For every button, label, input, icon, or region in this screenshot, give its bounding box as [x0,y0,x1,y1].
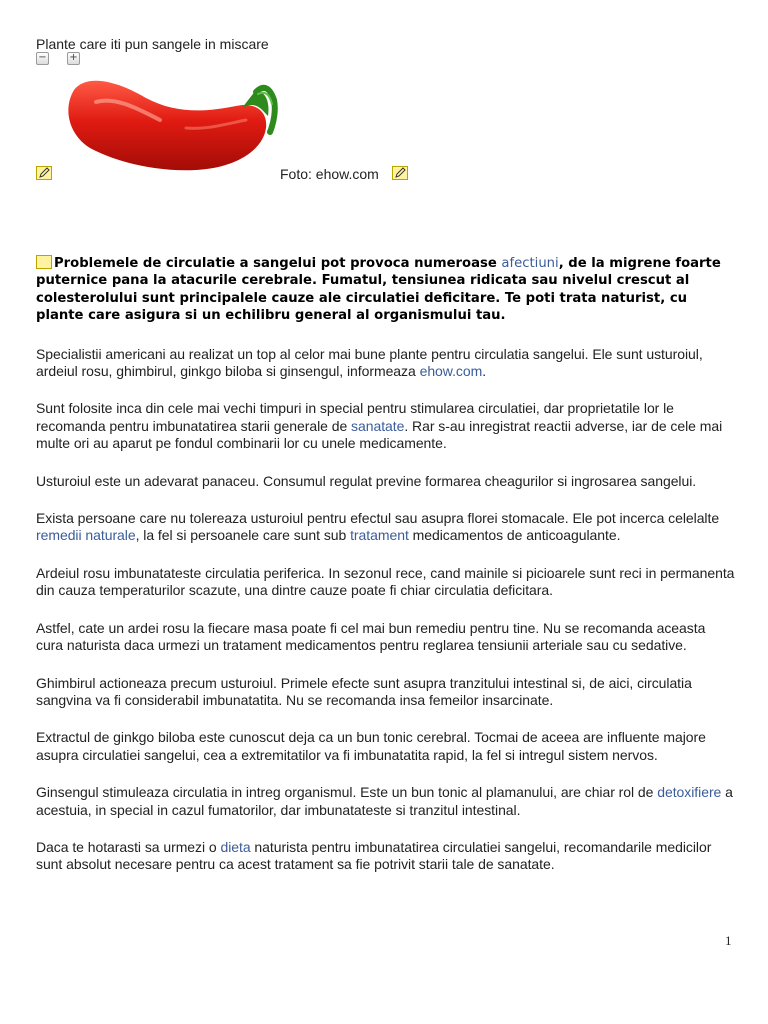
article-body [36,255,736,894]
paragraph-text: Daca te hotarasti sa urmezi o [36,838,221,855]
lead-text-1: Problemele de circulatie a sangelui pot provoca numeroase [54,256,502,271]
paragraph [36,839,736,874]
paragraph [36,400,736,452]
paragraph-text: Ginsengul stimuleaza circulatia in intreg organismul. Este un bun tonic al plamanului, are chiar rol de [36,784,658,801]
paragraph-text: Exista persoane care nu tolereaza usturoiul pentru efectul sau asupra florei stomacale. Ele pot incerca celelalte [36,510,720,527]
paragraph [36,784,736,819]
page-number: 1 [725,933,732,948]
link-dieta[interactable]: dieta [220,838,251,855]
edit-icon[interactable] [36,255,52,269]
photo-caption: Foto: ehow.com [280,166,379,182]
link-ehow[interactable]: ehow.com [419,363,483,380]
paragraph [36,675,736,710]
lead-paragraph [36,255,736,325]
paragraph-text: , la fel si persoanele care sunt sub [135,527,351,544]
paragraph-text: Ardeiul rosu imbunatateste circulatia periferica. In sezonul rece, cand mainile si picioarele sunt reci in permanenta din cauza temperaturilor scazute, una dintre cauze poate fi chiar circulatia deficitara. [36,564,735,599]
paragraph-text: . [482,363,487,380]
paragraph-text: Ghimbirul actioneaza precum usturoiul. Primele efecte sunt asupra tranzitului intestinal si, de aici, circulatia sangvina va fi considerabil imbunatatita. Nu se recomanda insa femeilor insarcinate. [36,674,692,708]
paragraph [36,473,736,490]
paragraph-text: Usturoiul este un adevarat panaceu. Consumul regulat previne formarea cheagurilor si ingrosarea sangelui. [36,472,697,489]
link-tratament[interactable]: tratament [350,527,409,544]
lead-text-2: , de la migrene foarte puternice pana la atacurile cerebrale. Fumatul, tensiunea ridicata sau nivelul crescut al colesterolului sunt principalele cauze ale circulatiei deficitare. Te poti trata naturist, cu plante care asigura si un echilibru general al organismului tau. [36,256,721,324]
link-detoxifiere[interactable]: detoxifiere [657,784,722,801]
paragraph [36,510,736,545]
link-sanatate[interactable]: sanatate [351,417,405,434]
paragraph-text: Specialistii americani au realizat un top al celor mai bune plante pentru circulatia sangelui. Ele sunt usturoiul, ardeiul rosu, ghimbirul, ginkgo biloba si ginsengul, informeaza [36,345,703,380]
red-pepper-photo [56,70,280,178]
paragraph-text: medicamentos de anticoagulante. [408,527,621,544]
paragraph [36,729,736,764]
link-afectiuni[interactable]: afectiuni [501,256,559,271]
article-title: Plante care iti pun sangele in miscare [36,36,269,52]
paragraph [36,620,736,655]
paragraph [36,346,736,381]
link-remedii-naturale[interactable]: remedii naturale [36,527,136,544]
zoom-out-icon[interactable]: − [36,52,49,65]
paragraph-text: . Rar s-au inregistrat reactii adverse, iar de cele mai multe ori au aparut pe fondul combinarii lor cu unele medicamente. [36,417,723,452]
paragraph-text: a acestuia, in special in cazul fumatorilor, dar imbunatateste si tranzitul intestinal. [36,784,733,818]
edit-icon[interactable] [392,166,408,180]
zoom-in-icon[interactable]: + [67,52,80,65]
paragraph-text: Sunt folosite inca din cele mai vechi timpuri in special pentru stimularea circulatiei, dar proprietatile lor le recomanda pentru imbunatatirea starii generale de [36,400,674,434]
paragraph-text: naturista pentru imbunatatirea circulatiei sangelui, recomandarile medicilor sunt absolut necesare pentru ca acest tratament sa fie potrivit starii tale de sanatate. [36,838,712,873]
paragraph-text: Astfel, cate un ardei rosu la fiecare masa poate fi cel mai bun remediu pentru tine. Nu se recomanda aceasta cura naturista daca urmezi un tratament medicamentos pentru reglarea tensiunii arteriale sau cu sedative. [36,619,706,654]
paragraph [36,565,736,600]
paragraph-text: Extractul de ginkgo biloba este cunoscut deja ca un bun tonic cerebral. Tocmai de aceea are influente majore asupra circulatiei sangelui, cea a extremitatilor va fi imbunatatita rapid, la fel si intregul sistem nervos. [36,729,706,763]
edit-icon[interactable] [36,166,52,180]
image-zoom-controls [36,52,80,65]
